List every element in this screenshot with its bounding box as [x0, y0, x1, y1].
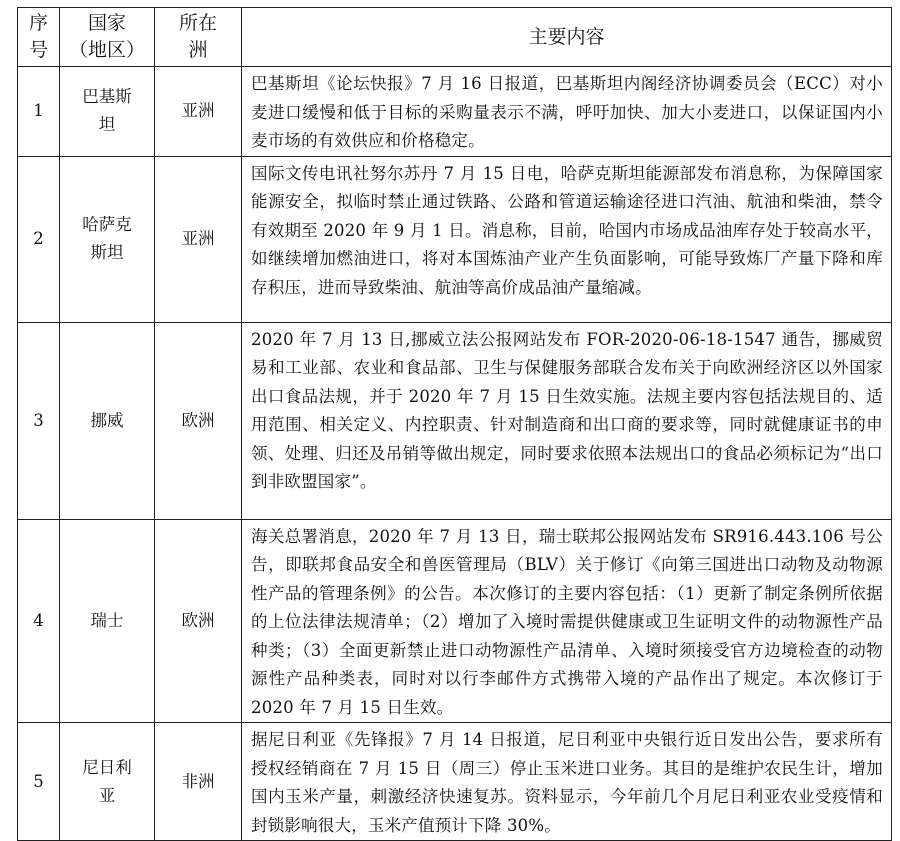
table-row — [18, 519, 892, 723]
row-continent: 亚洲 — [155, 156, 242, 322]
header-row — [18, 8, 892, 67]
row-country: 瑞士 — [60, 519, 155, 723]
row-country — [60, 156, 155, 322]
header-content: 主要内容 — [242, 8, 892, 67]
row-no: 1 — [18, 67, 60, 157]
row-continent: 非洲 — [155, 723, 242, 841]
row-no: 5 — [18, 723, 60, 841]
row-continent: 亚洲 — [155, 67, 242, 157]
row-country-line2: 坦 — [98, 115, 116, 135]
table-row — [18, 67, 892, 157]
row-no: 3 — [18, 322, 60, 519]
row-country-line1: 巴基斯 — [82, 87, 132, 107]
row-country — [60, 723, 155, 841]
trade-policy-table — [17, 7, 892, 841]
header-continent-line2: 洲 — [188, 39, 208, 61]
row-content: 巴基斯坦《论坛快报》7 月 16 日报道，巴基斯坦内阁经济协调委员会（ECC）对小麦进口缓慢和低于目标的采购量表示不满，呼吁加快、加大小麦进口，以保证国内小麦市场的有效供应和价格稳定。 — [242, 67, 892, 157]
header-no-line1: 序 — [28, 12, 48, 34]
header-continent-line1: 所在 — [178, 12, 217, 34]
row-content: 海关总署消息，2020 年 7 月 13 日，瑞士联邦公报网站发布 SR916.443.106 号公告，即联邦食品安全和兽医管理局（BLV）关于修订《向第三国进出口动物及动物源性产品的管理条例》的公告。本次修订的主要内容包括：（1）更新了制定条例所依据的上位法律法规清单；（2）增加了入境时需提供健康或卫生证明文件的动物源性产品种类；（3）全面更新禁止进口动物源性产品清单、入境时须接受官方边境检查的动物源性产品种类表，同时对以行李邮件方式携带入境的产品作出了规定。本次修订于 2020 年 7 月 15 日生效。 — [242, 519, 892, 723]
row-country-line1: 尼日利 — [82, 757, 132, 777]
header-no — [18, 8, 60, 67]
row-no: 2 — [18, 156, 60, 322]
table-row — [18, 322, 892, 519]
row-content: 据尼日利亚《先锋报》7 月 14 日报道，尼日利亚中央银行近日发出公告，要求所有授权经销商在 7 月 15 日（周三）停止玉米进口业务。其目的是维护农民生计，增加国内玉米产量，刺激经济快速复苏。资料显示，今年前几个月尼日利亚农业受疫情和封锁影响很大，玉米产值预计下降 30%。 — [242, 723, 892, 841]
header-country — [60, 8, 155, 67]
row-country — [60, 67, 155, 157]
row-country-line2: 斯坦 — [90, 243, 124, 262]
header-country-line2: （地区） — [68, 39, 145, 61]
row-continent: 欧洲 — [155, 519, 242, 723]
header-no-line2: 号 — [28, 39, 48, 61]
table-row — [18, 156, 892, 322]
row-content: 2020 年 7 月 13 日,挪威立法公报网站发布 FOR-2020-06-18-1547 通告，挪威贸易和工业部、农业和食品部、卫生与保健服务部联合发布关于向欧洲经济区以外国家出口食品法规，并于 2020 年 7 月 15 日生效实施。法规主要内容包括法规目的、适用范围、相关定义、内控职责、针对制造商和出口商的要求等，同时就健康证书的申领、处理、归还及吊销等做出规定，同时要求依照本法规出口的食品必须标记为“出口到非欧盟国家”。 — [242, 322, 892, 519]
row-country-line2: 亚 — [98, 785, 116, 805]
row-country-line1: 哈萨克 — [82, 215, 132, 234]
row-no: 4 — [18, 519, 60, 723]
row-country: 挪威 — [60, 322, 155, 519]
row-continent: 欧洲 — [155, 322, 242, 519]
row-content: 国际文传电讯社努尔苏丹 7 月 15 日电，哈萨克斯坦能源部发布消息称，为保障国家能源安全，拟临时禁止通过铁路、公路和管道运输途径进口汽油、航油和柴油，禁令有效期至 2020 年 9 月 1 日。消息称，目前，哈国内市场成品油库存处于较高水平，如继续增加燃油进口，将对本国炼油产业产生负面影响，可能导致炼厂产量下降和库存积压，进而导致柴油、航油等高价成品油产量缩减。 — [242, 156, 892, 322]
header-continent — [155, 8, 242, 67]
header-country-line1: 国家 — [87, 12, 126, 34]
table-row — [18, 723, 892, 841]
